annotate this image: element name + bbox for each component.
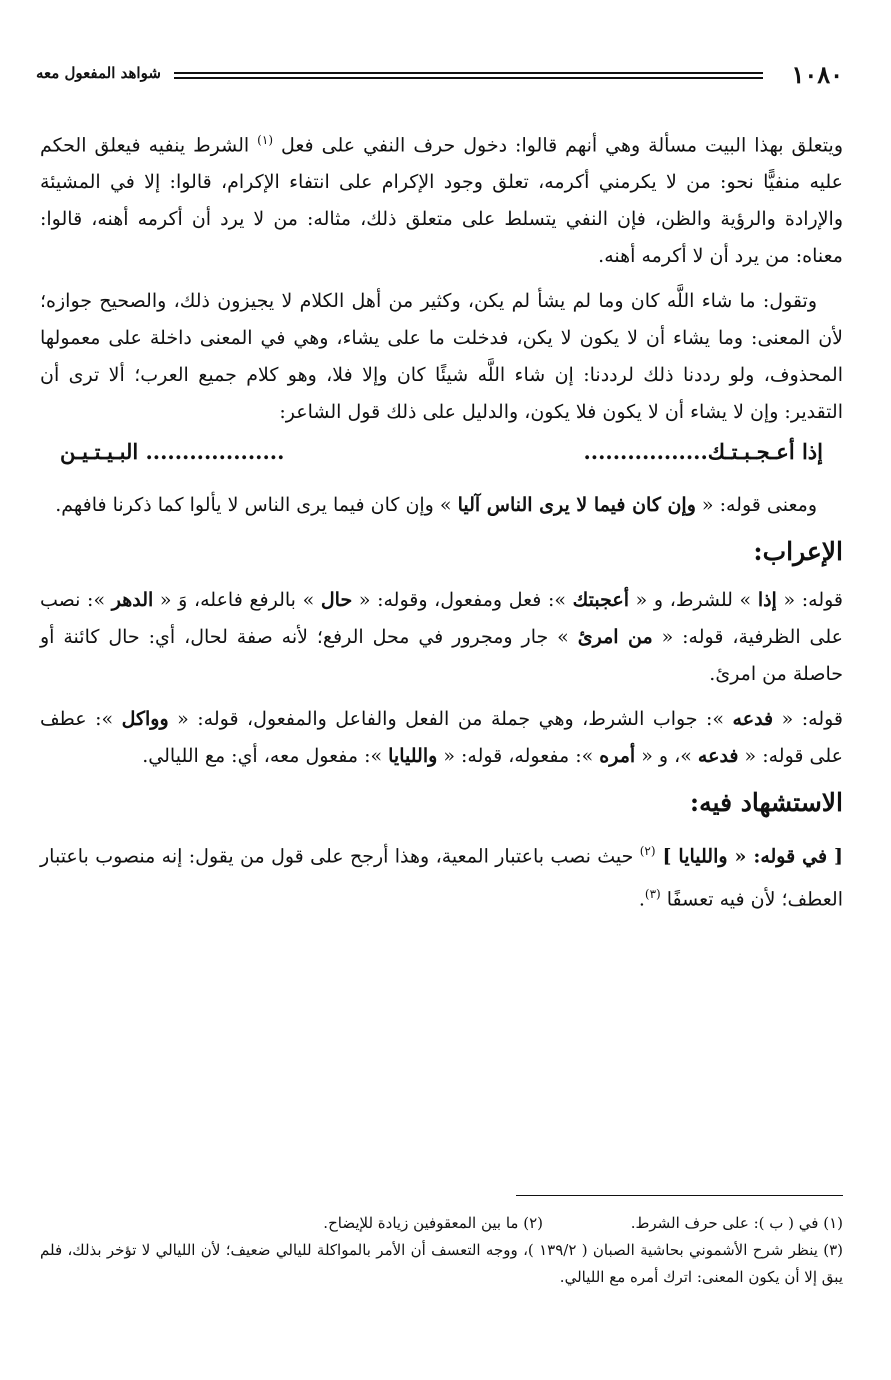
paragraph-text: »: عطف على قوله: « bbox=[40, 708, 843, 768]
section-title-irab: الإعراب: bbox=[753, 537, 843, 567]
paragraph-text: »: نصب على الظرفية، قوله: « bbox=[40, 589, 843, 649]
bold-term: فدعه bbox=[697, 745, 739, 768]
bold-term: حال bbox=[320, 589, 353, 612]
irab-paragraph-2 bbox=[40, 701, 843, 775]
paragraph-1 bbox=[40, 122, 843, 275]
paragraph-text: »، و « bbox=[635, 745, 698, 768]
bold-term: أمره bbox=[599, 745, 636, 768]
istishhad-paragraph bbox=[40, 833, 843, 918]
main-text bbox=[40, 122, 843, 926]
paragraph-text: ويتعلق بهذا البيت مسألة وهي أنهم قالوا: دخول حرف النفي على فعل bbox=[281, 134, 844, 157]
paragraph-text: » للشرط، و « bbox=[629, 589, 758, 612]
footnote-1: (١) في ( ب ): على حرف الشرط. bbox=[630, 1214, 843, 1232]
paragraph-2: وتقول: ما شاء اللَّه كان وما لم يشأ لم يكن، وكثير من أهل الكلام لا يجيزون ذلك، والصحيح جوازه؛ لأن المعنى: وما يشاء أن لا يكون لا يكن، فدخلت ما على يشاء، وهي في المعنى داخلة على معمولها المحذوف، ولو رددنا ذلك لرددنا: إن شاء اللَّه شيئًا كان وإلا فلا، وهو كلام جميع العرب؛ ألا ترى أن التقدير: وإن لا يشاء أن لا يكون فلا يكون، والدليل على ذلك قول الشاعر: bbox=[40, 290, 843, 424]
quoted-verse: وإن كان فيما لا يرى الناس آليا bbox=[457, 494, 696, 517]
bold-term: من امرئ bbox=[577, 626, 653, 649]
bold-term: ] bbox=[655, 845, 679, 868]
paragraph-text: » بالرفع فاعله، وَ « bbox=[153, 589, 321, 612]
bold-term: [ في قوله: « bbox=[727, 845, 843, 868]
bold-term: إذا bbox=[757, 589, 777, 612]
paragraph-text: حيث نصب باعتبار المعية، وهذا أرجح على قول من يقول: إنه منصوب باعتبار العطف؛ لأن فيه تعسفًا bbox=[40, 845, 843, 910]
paragraph-text: » وإن كان فيما يرى الناس لا يألوا كما ذكرنا فافهم. bbox=[55, 494, 458, 517]
bold-term: الدهر bbox=[111, 589, 154, 612]
bold-term: والليايا bbox=[678, 845, 728, 868]
footnote-separator bbox=[516, 1195, 843, 1196]
verse-first-hemistich: إذا أعـجـبـتـك................. bbox=[583, 439, 823, 465]
paragraph-text: قوله: « bbox=[776, 589, 844, 612]
paragraph-text: » جار ومجرور في محل الرفع؛ لأنه صفة لحال، أي: حال كائنة أو حاصلة من امرئ. bbox=[40, 626, 843, 686]
header-rule bbox=[174, 77, 763, 79]
footnote-ref: (١) bbox=[257, 133, 273, 147]
verse-line bbox=[60, 439, 823, 481]
paragraph-text: ومعنى قوله: « bbox=[695, 494, 817, 517]
paragraph-text: قوله: « bbox=[773, 708, 844, 731]
bold-term: أعجبتك bbox=[572, 589, 629, 612]
bold-term: فدعه bbox=[732, 708, 774, 731]
paragraph-text: الشرط ينفيه فيعلق الحكم عليه منفيًّا نحو: من لا يكرمني أكرمه، تعلق وجود الإكرام على انتفاء الإكرام، قالوا: إلا في المشيئة والإرادة والرؤية والظن، فإن النفي يتسلط على متعلق ذلك، مثاله: من لا يرد أن أكرمه أهنه، قالوا: معناه: من يرد أن لا أكرمه أهنه. bbox=[40, 134, 843, 268]
bold-term: وواكل bbox=[121, 708, 169, 731]
paragraph-text: »: مفعوله، قوله: « bbox=[437, 745, 600, 768]
footnote-2: (٢) ما بين المعقوفين زيادة للإيضاح. bbox=[323, 1214, 543, 1232]
paragraph-text: »: مفعول معه، أي: مع الليالي. bbox=[142, 745, 389, 768]
bold-term: والليايا bbox=[388, 745, 438, 768]
page-header bbox=[36, 60, 843, 90]
footnotes bbox=[40, 1210, 843, 1291]
irab-paragraph-1 bbox=[40, 582, 843, 693]
paragraph-3 bbox=[40, 487, 843, 524]
page-number: ١٠٨٠ bbox=[791, 60, 843, 89]
paragraph-text: . bbox=[638, 887, 645, 910]
footnote-row bbox=[40, 1210, 843, 1237]
footnote-3: (٣) ينظر شرح الأشموني بحاشية الصبان ( ١٣٩/٢ )، ووجه التعسف أن الأمر بالمواكلة لليالي ضعيف؛ لأن الليالي لا تؤخر بذلك، فلم يبق إلا أن يكون المعنى: اترك أمره مع الليالي. bbox=[40, 1241, 844, 1286]
paragraph-text: »: فعل ومفعول، وقوله: « bbox=[352, 589, 573, 612]
header-rule bbox=[174, 72, 763, 74]
section-title-istishhad: الاستشهاد فيه: bbox=[689, 788, 843, 818]
footnote-ref: (٢) bbox=[639, 844, 656, 859]
running-title: شواهد المفعول معه bbox=[36, 64, 161, 82]
verse-second-hemistich: ................... البـيـتـيـن bbox=[60, 439, 285, 465]
footnote-ref: (٣) bbox=[644, 886, 661, 901]
paragraph-text: »: جواب الشرط، وهي جملة من الفعل والفاعل والمفعول، قوله: « bbox=[168, 708, 733, 731]
